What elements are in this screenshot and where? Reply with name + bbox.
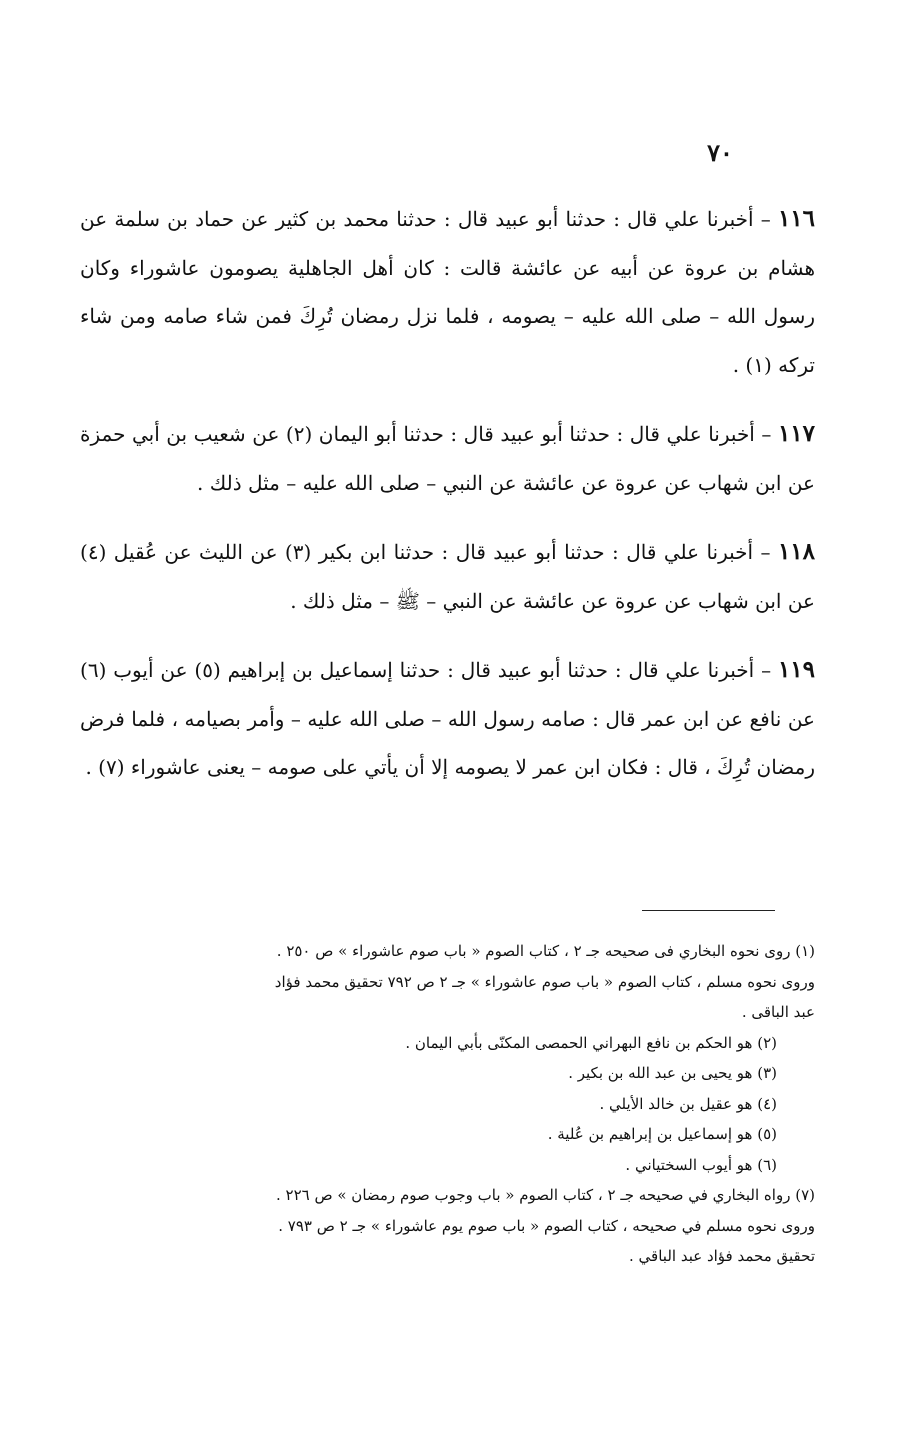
hadith-paragraph [80,195,815,389]
footnote-line: (٦) هو أيوب السختياني . [625,1155,777,1174]
footnote-line: وروى نحوه مسلم في صحيحه ، كتاب الصوم « باب صوم يوم عاشوراء » جـ ٢ ص ٧٩٣ . [278,1216,815,1235]
hadith-text: – أخبرنا علي قال : حدثنا أبو عبيد قال : حدثنا إسماعيل بن إبراهيم (٥) عن أيوب (٦) عن نافع عن ابن عمر قال : صامه رسول الله – صلى الله عليه – وأمر بصيامه ، فلما فرض رمضان تُرِكَ ، قال : فكان ابن عمر لا يصومه إلا أن يأتي على صومه – يعنى عاشوراء (٧) . [80,658,815,779]
footnote-line: عبد الباقى . [741,1003,815,1021]
hadith-paragraph [80,646,815,792]
footnote-line: تحقيق محمد فؤاد عبد الباقي . [629,1247,815,1265]
hadith-paragraph [80,410,815,507]
footnote-line: وروى نحوه مسلم ، كتاب الصوم « باب صوم عاشوراء » جـ ٢ ص ٧٩٢ تحقيق محمد فؤاد [274,972,815,991]
hadith-text: – أخبرنا علي قال : حدثنا أبو عبيد قال : حدثنا محمد بن كثير عن حماد بن سلمة عن هشام بن عروة عن أبيه عن عائشة قالت : كان أهل الجاهلية يصومون عاشوراء وكان رسول الله – صلى الله عليه – يصومه ، فلما نزل رمضان تُرِكَ فمن شاء صامه ومن شاء تركه (١) . [80,207,815,377]
main-text [80,195,815,813]
hadith-text: – أخبرنا علي قال : حدثنا أبو عبيد قال : حدثنا أبو اليمان (٢) عن شعيب بن أبي حمزة عن ابن شهاب عن عروة عن عائشة عن النبي – صلى الله عليه – مثل ذلك . [80,422,815,495]
page-number: ٧٠ [707,138,733,167]
footnote-line: (٥) هو إسماعيل بن إبراهيم بن عُلية . [547,1125,777,1143]
hadith-number: ١١٧ [777,420,815,447]
footnote-line: (٢) هو الحكم بن نافع البهراني الحمصى المكنّى بأبي اليمان . [405,1033,777,1052]
footnote-divider [642,910,775,911]
hadith-paragraph [80,528,815,625]
footnote-line: (٣) هو يحيى بن عبد الله بن بكير . [568,1064,777,1082]
footnotes [80,936,815,1272]
footnote-line: (٧) رواه البخاري في صحيحه جـ ٢ ، كتاب الصوم « باب وجوب صوم رمضان » ص ٢٢٦ . [275,1186,815,1204]
footnote-line: (١) روى نحوه البخاري فى صحيحه جـ ٢ ، كتاب الصوم « باب صوم عاشوراء » ص ٢٥٠ . [276,942,815,960]
footnote-line: (٤) هو عقيل بن خالد الأيلي . [599,1094,777,1113]
hadith-number: ١١٨ [777,538,816,565]
hadith-number: ١١٦ [777,205,816,232]
hadith-number: ١١٩ [777,656,816,683]
hadith-text: – أخبرنا علي قال : حدثنا أبو عبيد قال : حدثنا ابن بكير (٣) عن الليث عن عُقيل (٤) عن ابن شهاب عن عروة عن عائشة عن النبي – ﷺ – مثل ذلك . [80,540,815,613]
